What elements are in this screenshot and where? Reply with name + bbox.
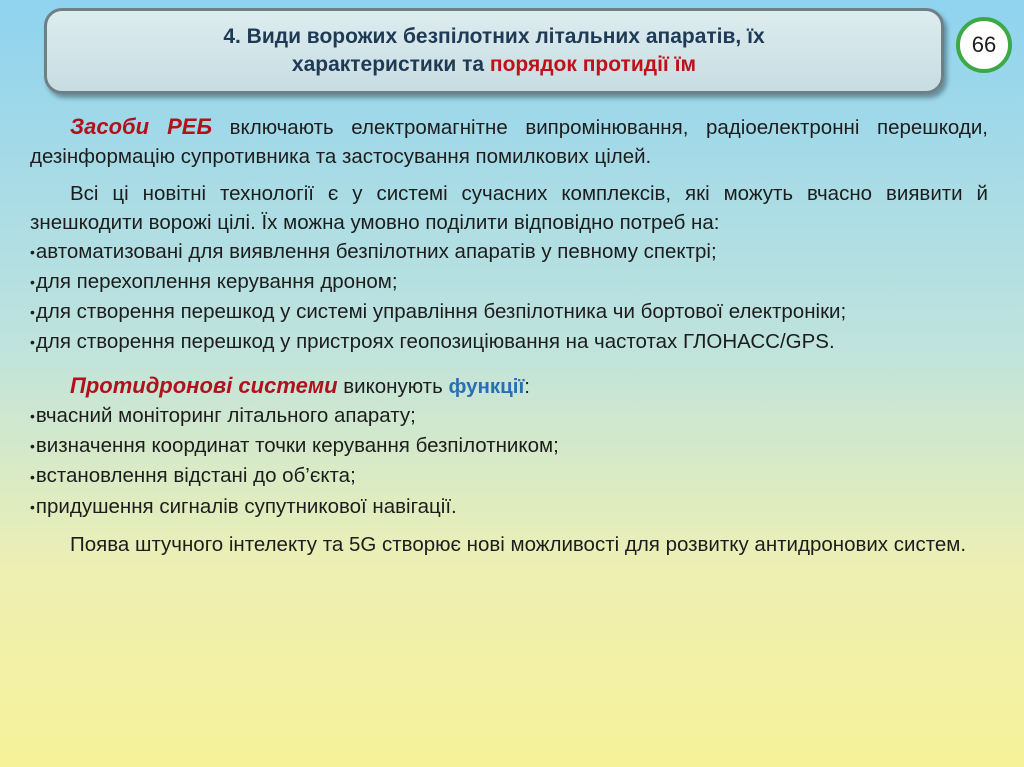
bullet-icon: • <box>30 468 35 485</box>
bullet-icon: • <box>30 304 35 321</box>
slide-title-line2-highlight: порядок протидії їм <box>489 53 697 76</box>
paragraph-ai-5g: Поява штучного інтелекту та 5G створює нові можливості для розвитку антидронових систем. <box>70 532 967 556</box>
bullet-icon: • <box>30 244 35 261</box>
slide-title-box <box>44 8 944 94</box>
list2-item: •вчасний моніторинг літального апарату; <box>30 404 416 428</box>
slide-title-line1: 4. Види ворожих безпілотних літальних апаратів, їх <box>223 25 765 48</box>
functions-term: функції <box>448 375 525 399</box>
counter-drone-term: Протидронові системи <box>70 373 338 399</box>
slide-title-line2-plain: характеристики та <box>291 53 490 76</box>
paragraph-counter-drone: Протидронові системи виконують функції: <box>70 373 530 399</box>
list1-item: •для перехоплення керування дроном; <box>30 270 398 294</box>
bullet-icon: • <box>30 498 35 515</box>
bullet-icon: • <box>30 438 35 455</box>
paragraph-reb <box>30 112 988 171</box>
bullet-icon: • <box>30 274 35 291</box>
slide-number-badge <box>956 17 1012 73</box>
slide-number: 66 <box>971 32 997 57</box>
reb-text: включають електромагнітне випромінювання, радіоелектронні перешкоди, дезінформацію супротивника та застосування помилкових цілей. <box>30 116 988 168</box>
reb-term: Засоби РЕБ <box>70 114 213 139</box>
slide-content <box>30 112 988 559</box>
list2-item: •визначення координат точки керування безпілотником; <box>30 434 559 458</box>
slide-title-line2 <box>292 51 696 79</box>
list2-item: •придушення сигналів супутникової навігації. <box>30 494 457 518</box>
list1-item: •автоматизовані для виявлення безпілотних апаратів у певному спектрі; <box>30 240 717 263</box>
bullet-icon: • <box>30 334 35 351</box>
list1-item: •для створення перешкод у пристроях геопозиціювання на частотах ГЛОНАСС/GPS. <box>30 330 835 354</box>
list1-item: •для створення перешкод у системі управління безпілотника чи бортової електроніки; <box>30 300 847 324</box>
paragraph-technologies: Всі ці новітні технології є у системі сучасних комплексів, які можуть вчасно виявити й знешкодити ворожі цілі. Їх можна умовно поділити відповідно потреб на: <box>30 182 988 234</box>
bullet-icon: • <box>30 408 35 425</box>
list2-item: •встановлення відстані до об’єкта; <box>30 464 356 488</box>
